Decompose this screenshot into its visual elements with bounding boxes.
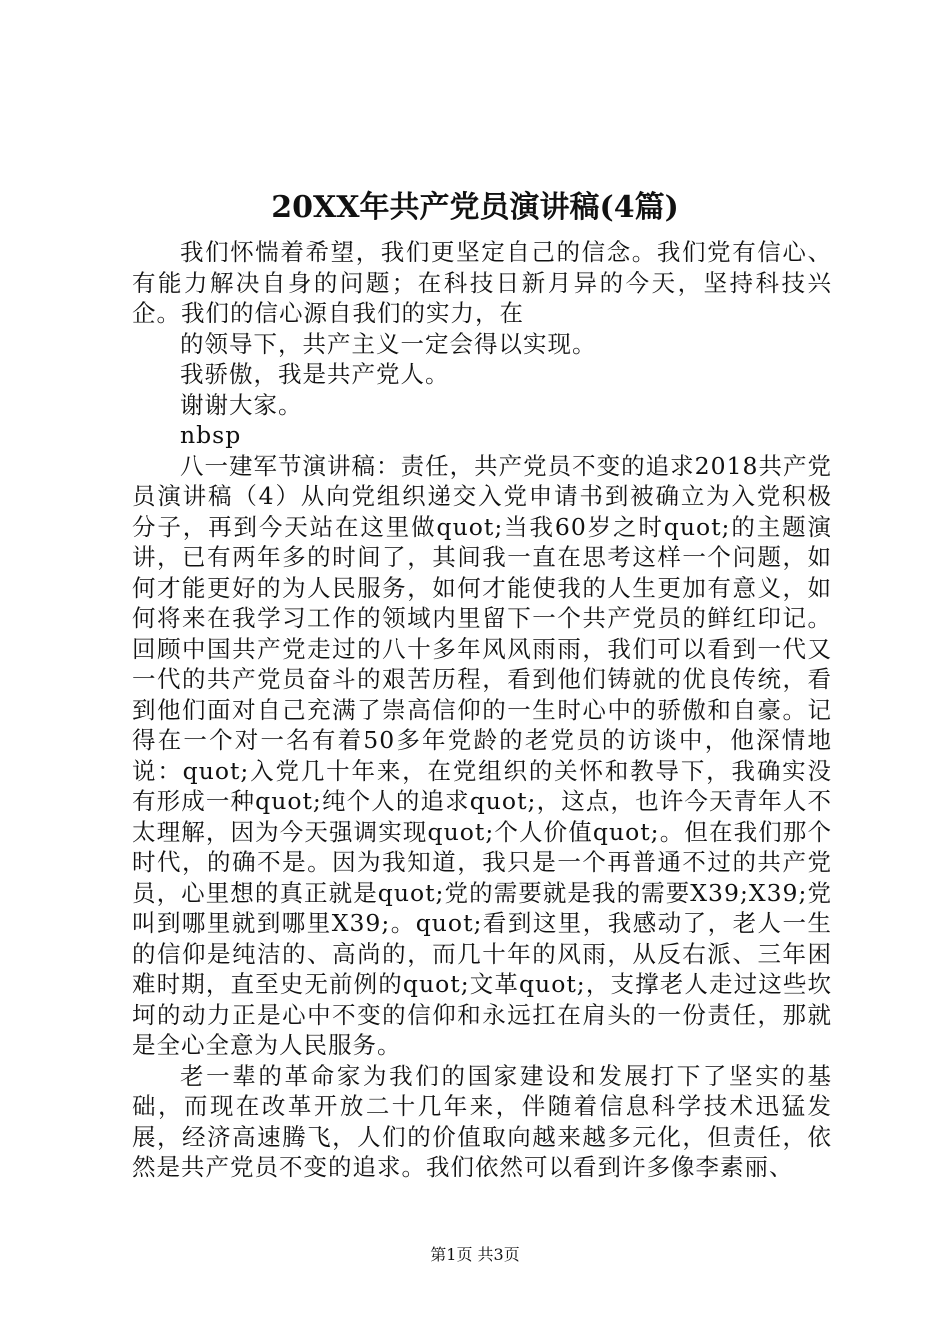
- paragraph: 我骄傲，我是共产党人。: [180, 360, 450, 388]
- paragraph: 谢谢大家。: [180, 390, 303, 419]
- paragraph: 老一辈的革命家为我们的国家建设和发展打下了坚实的基础，而现在改革开放二十几年来，伴随着信息科学技术迅猛发展，经济高速腾飞，人们的价值取向越来越多元化，但责任，依然是共产党员不变的追求。我们依然可以看到许多像李素丽、: [132, 1061, 832, 1181]
- paragraph: 的领导下，共产主义一定会得以实现。: [180, 329, 597, 358]
- paragraph: 八一建军节演讲稿：责任，共产党员不变的追求2018共产党员演讲稿（4）从向党组织递交入党申请书到被确立为入党积极分子，再到今天站在这里做quot;当我60岁之时quot;的主题演讲，已有两年多的时间了，其间我一直在思考这样一个问题，如何才能更好的为人民服务，如何才能使我的人生更加有意义，如何将来在我学习工作的领域内里留下一个共产党员的鲜红印记。回顾中国共产党走过的八十多年风风雨雨，我们可以看到一代又一代的共产党员奋斗的艰苦历程，看到他们铸就的优良传统，看到他们面对自己充满了崇高信仰的一生时心中的骄傲和自豪。记得在一个对一名有着50多年党龄的老党员的访谈中，他深情地说：quot;入党几十年来，在党组织的关怀和教导下，我确实没有形成一种quot;纯个人的追求quot;，这点，也许今天青年人不太理解，因为今天强调实现quot;个人价值quot;。但在我们那个时代，的确不是。因为我知道，我只是一个再普通不过的共产党员，心里想的真正就是quot;党的需要就是我的需要X39;X39;党叫到哪里就到哪里X39;。quot;看到这里，我感动了，老人一生的信仰是纯洁的、高尚的，而几十年的风雨，从反右派、三年困难时期，直至史无前例的quot;文革quot;，支撑老人走过这些坎坷的动力正是心中不变的信仰和永远扛在肩头的一份责任，那就是全心全意为人民服务。: [132, 451, 832, 1059]
- document-title: 20XX年共产党员演讲稿(4篇): [271, 190, 679, 225]
- paragraph: nbsp: [180, 421, 242, 449]
- document-body: [132, 237, 832, 1183]
- page-footer: 第1页 共3页: [430, 1245, 520, 1264]
- paragraph: 我们怀惴着希望，我们更坚定自己的信念。我们党有信心、有能力解决自身的问题；在科技日新月异的今天，坚持科技兴企。我们的信心源自我们的实力，在: [132, 238, 832, 327]
